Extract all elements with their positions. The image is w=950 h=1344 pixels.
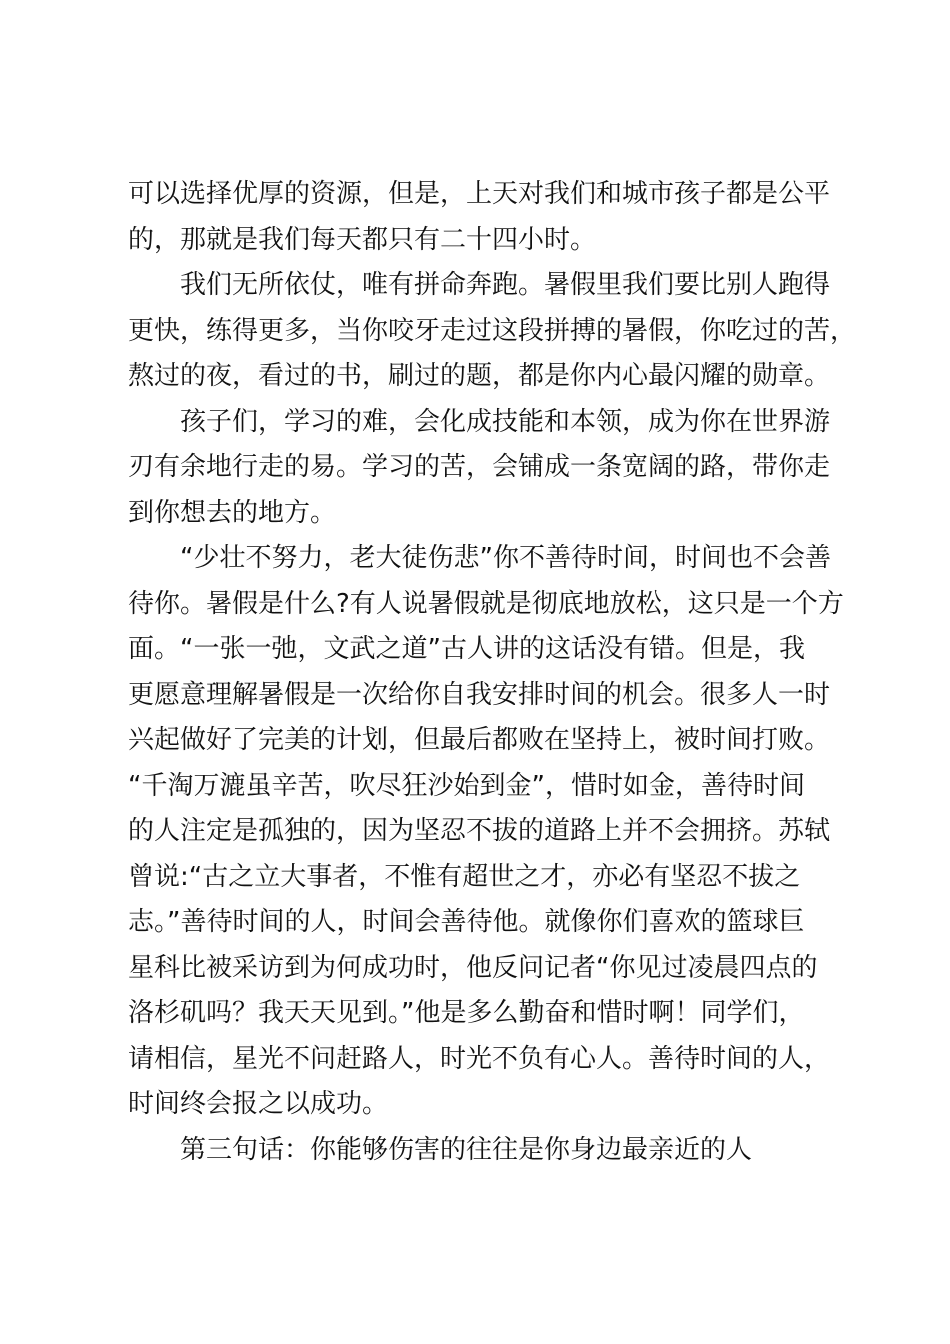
text-line-1: 可以选择优厚的资源，但是，上天对我们和城市孩子都是公平 [128, 179, 831, 209]
text-line-13: 兴起做好了完美的计划，但最后都败在坚持上，被时间打败。 [128, 725, 831, 755]
text-line-2: 的，那就是我们每天都只有二十四小时。 [128, 224, 597, 255]
text-line-6: 孩子们，学习的难，会化成技能和本领，成为你在世界游 [180, 406, 831, 437]
text-line-18: 星科比被采访到为何成功时，他反问记者“你见过凌晨四点的 [128, 952, 818, 983]
text-line-15: 的人注定是孤独的，因为坚忍不拔的道路上并不会拥挤。苏轼 [128, 816, 831, 846]
text-line-21: 时间终会报之以成功。 [128, 1089, 389, 1119]
text-line-17: 志。”善待时间的人，时间会善待他。就像你们喜欢的篮球巨 [128, 907, 805, 937]
text-line-12: 更愿意理解暑假是一次给你自我安排时间的机会。很多人一时 [128, 679, 831, 710]
text-line-9: “少壮不努力，老大徒伤悲”你不善待时间，时间也不会善 [180, 543, 831, 573]
section-heading: 第三句话：你能够伤害的往往是你身边最亲近的人 [180, 1134, 753, 1165]
text-line-5: 熬过的夜，看过的书，刷过的题，都是你内心最闪耀的勋章。 [128, 361, 831, 391]
text-line-8: 到你想去的地方。 [128, 497, 337, 528]
text-line-16: 曾说:“古之立大事者，不惟有超世之才，亦必有坚忍不拔之 [128, 861, 801, 892]
text-line-14: “千淘万漉虽辛苦，吹尽狂沙始到金”，惜时如金，善待时间 [128, 770, 805, 801]
text-line-20: 请相信，星光不问赶路人，时光不负有心人。善待时间的人， [128, 1043, 831, 1074]
text-line-3: 我们无所依仗，唯有拼命奔跑。暑假里我们要比别人跑得 [180, 270, 831, 300]
text-line-7: 刃有余地行走的易。学习的苦，会铺成一条宽阔的路，带你走 [128, 452, 831, 482]
text-line-10: 待你。暑假是什么?有人说暑假就是彻底地放松，这只是一个方 [128, 588, 844, 619]
text-line-19: 洛杉矶吗？我天天见到。”他是多么勤奋和惜时啊！同学们， [128, 998, 805, 1028]
text-line-11: 面。“一张一弛，文武之道”古人讲的这话没有错。但是，我 [128, 634, 805, 664]
text-line-4: 更快，练得更多，当你咬牙走过这段拼搏的暑假，你吃过的苦， [128, 315, 857, 346]
body-text [128, 172, 857, 1173]
